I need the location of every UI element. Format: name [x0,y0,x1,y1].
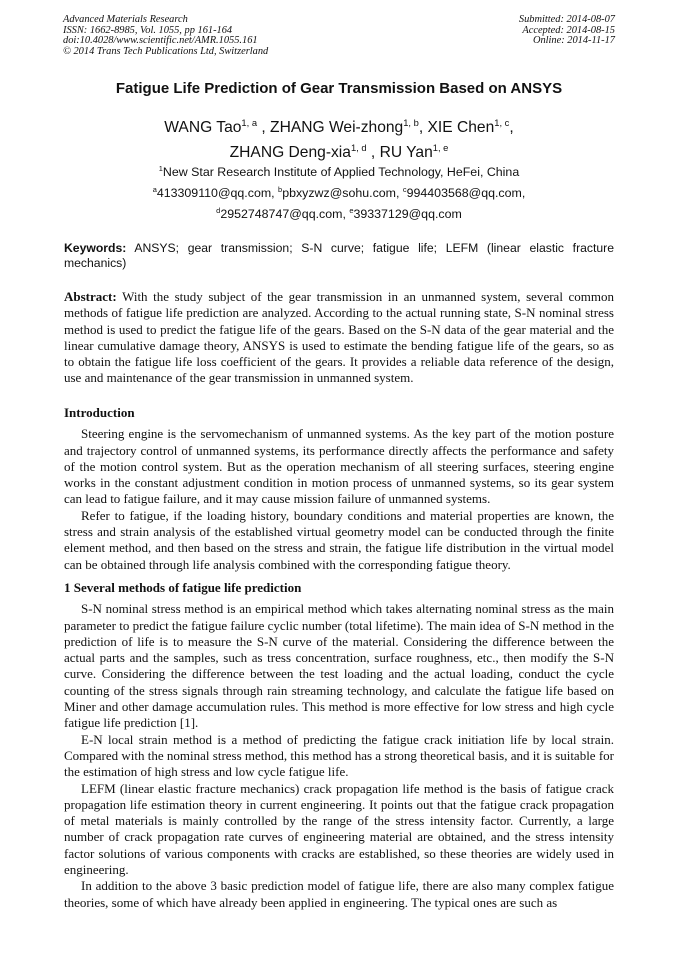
journal-name: Advanced Materials Research [63,14,188,25]
abstract-text: With the study subject of the gear transmission in an unmanned system, several common methods of fatigue life prediction are analyzed. According to the actual running state, S-N nominal stress method is used to predict the fatigue life of the gears. Based on the S-N data of the gear material and the linear cumulative damage theory, ANSYS is used to estimate the bending fatigue life of the gears, so as to obtain the fatigue life loss coefficient of the gears. It provides a reliable data reference of the design, use and maintenance of the gear transmission in unmanned system. [64,289,615,386]
paragraph: S-N nominal stress method is an empirical method which takes alternating nominal stress as the main parameter to predict the fatigue failure cyclic number (total lifetime). The main idea of S-N method in the prediction of life is to measure the S-N curve of the material. Considering the difference between the actual parts and the samples, such as tress concentration, surface roughness, etc., then modify the S-N curve. Considering the difference between the test loading and the actual loading, conduct the cycle counting of the stress signals through rain streaming technology, and calculate the fatigue life based on Miner and other damage accumulation rules. This method is more effective for low stress and high cycle fatigue life prediction [1]. [64,601,614,731]
copyright-line: © 2014 Trans Tech Publications Ltd, Switzerland [63,45,269,57]
email-address[interactable]: 2952748747@qq.com [220,207,343,221]
keywords-block [64,241,614,270]
keywords-label: Keywords: [64,241,127,255]
paragraph: E-N local strain method is a method of predicting the fatigue crack initiation life by local strain. Compared with the nominal stress method, this method has a strong theoretical basis, and it is suitable for the estimation of high stress and low cycle fatigue life. [64,731,614,780]
submitted-date: Submitted: 2014-08-07 [518,14,615,25]
publication-dates [519,15,615,47]
abstract-label: Abstract: [64,289,117,304]
email-address[interactable]: 994403568@qq.com [406,186,522,200]
email-address[interactable]: 39337129@qq.com [353,207,462,221]
section-1 [64,580,614,911]
introduction-section [64,405,614,573]
author-name: ZHANG Deng-xia [229,144,351,161]
author-superscript: 1, a [241,117,258,128]
author-name: RU Yan [379,144,433,161]
doi-line: doi:10.4028/www.scientific.net/AMR.1055.161 [63,35,258,47]
affiliations [0,162,678,225]
paper-title: Fatigue Life Prediction of Gear Transmission Based on ANSYS [115,80,563,97]
email-line-1: $^a$413309110@qq.com, $^b$pbxyzwz@sohu.com, $^c$994403568@qq.com, [152,184,526,200]
section-heading: 1 Several methods of fatigue life prediction [64,580,302,595]
author-name: ZHANG Wei-zhong [270,119,404,136]
author-line-1: WANG Tao$^{1, a}$ , ZHANG Wei-zhong$^{1, b}$, XIE Chen$^{1, c}$, [164,117,514,136]
keywords-text: ANSYS; gear transmission; S-N curve; fatigue life; LEFM (linear elastic fracture mechanics) [64,241,614,270]
publication-info [63,15,268,57]
author-superscript: 1, d [350,142,367,153]
author-superscript: 1, e [432,142,449,153]
email-line-2: $^d$2952748747@qq.com, $^e$39337129@qq.com [216,205,462,221]
institution-line: $^1$New Star Research Institute of Applied Technology, HeFei, China [158,163,520,179]
paragraph: Refer to fatigue, if the loading history, boundary conditions and material properties are known, the stress and strain analysis of the established virtual geometry model can be conducted through the finite element method, and then based on the stress and strain, the fatigue life distribution in the virtual model can be obtained through life analysis combined with the corresponding fatigue theory. [64,507,614,572]
email-address[interactable]: 413309110@qq.com [156,186,272,200]
author-name: XIE Chen [427,119,495,136]
author-name: WANG Tao [164,119,242,136]
author-line-2: ZHANG Deng-xia$^{1, d}$ , RU Yan$^{1, e}$ [229,142,449,161]
issn-line: ISSN: 1662-8985, Vol. 1055, pp 161-164 [63,24,233,36]
paragraph: In addition to the above 3 basic prediction model of fatigue life, there are also many complex fatigue theories, some of which have already been applied in engineering. The typical ones are such as [64,878,614,910]
author-superscript: 1, b [403,117,419,128]
online-date: Online: 2014-11-17 [532,35,615,47]
abstract-block [64,289,614,387]
email-address[interactable]: pbxyzwz@sohu.com [282,186,396,200]
paragraph: LEFM (linear elastic fracture mechanics) crack propagation life method is the basis of fatigue crack propagation life estimation theory in current engineering. It points out that the fatigue crack propagation of metal materials is mainly controlled by the range of the stress intensity factor. Currently, a large number of crack propagation rate curves of engineering material are obtained, and the stress intensity factor solutions of various components with cracks are established, so these theories are widely used in engineering. [64,780,614,878]
paragraph: Steering engine is the servomechanism of unmanned systems. As the key part of the motion posture and trajectory control of unmanned systems, its performance directly affects the performance and safety of the motion control system. But as the operation mechanism of all steering surfaces, steering engine works in the constant adjustment condition in motion process of unmanned systems, so its gear system can lead to fatigue failure, and it may cause mission failure of unmanned systems. [64,426,614,507]
author-list [0,115,678,165]
institution-name: New Star Research Institute of Applied Technology, HeFei, China [162,165,520,179]
accepted-date: Accepted: 2014-08-15 [522,24,615,36]
author-superscript: 1, c [494,117,510,128]
section-heading: Introduction [64,405,135,420]
